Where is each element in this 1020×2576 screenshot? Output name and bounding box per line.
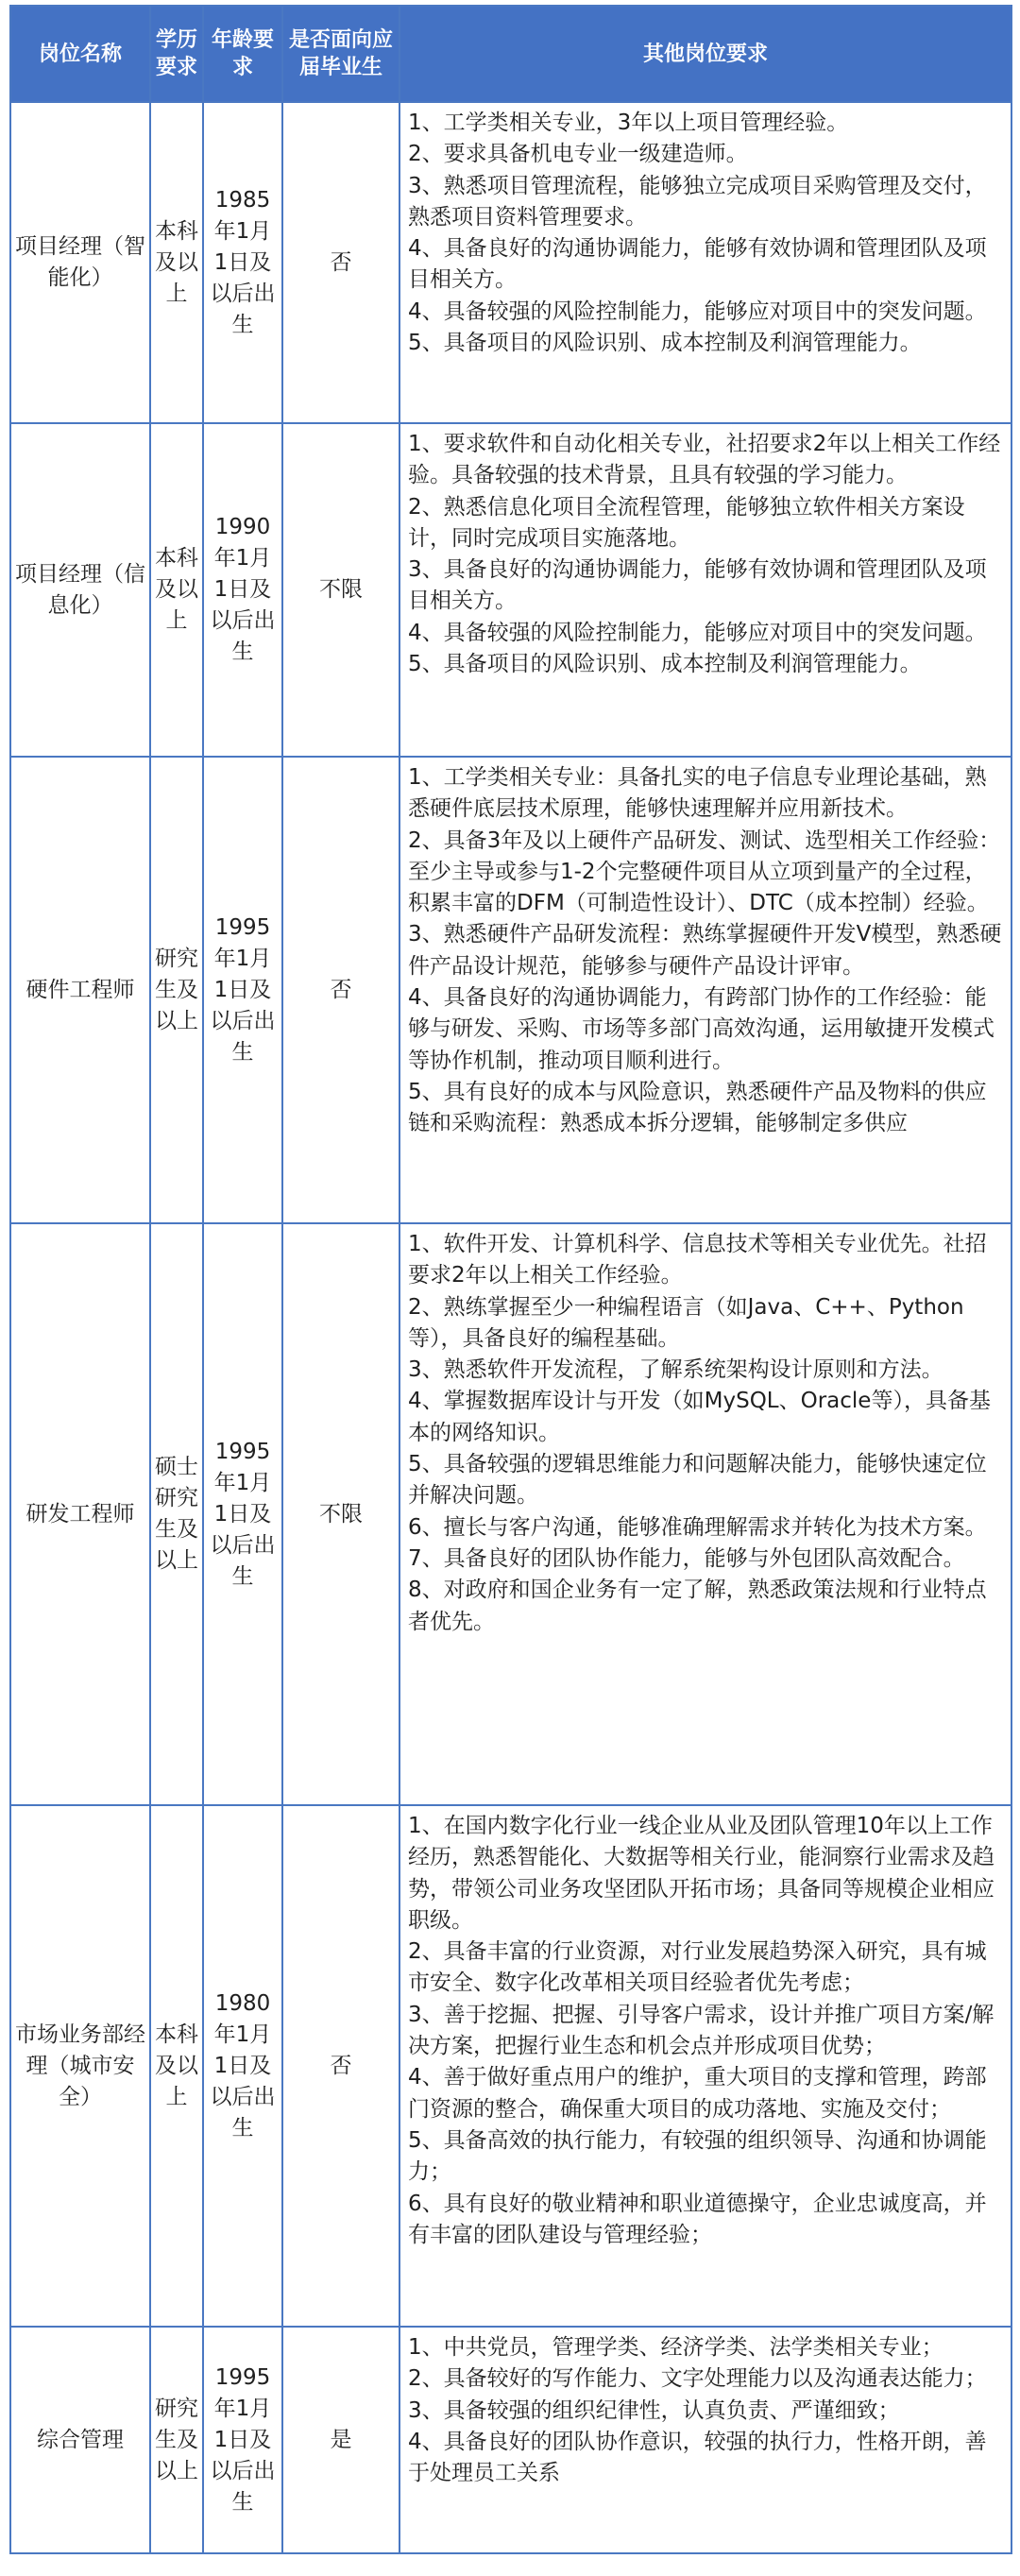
age-cell	[203, 423, 282, 757]
requirement-item: 5、具备高效的执行能力，有较强的组织领导、沟通和协调能力；	[408, 2127, 987, 2185]
education-cell	[150, 102, 203, 423]
requirement-item: 4、具备良好的团队协作意识，较强的执行力，性格开朗，善于处理员工关系	[408, 2429, 987, 2486]
fresh-graduate-cell-text: 不限	[319, 1501, 363, 1527]
position-cell-text: 硬件工程师	[26, 977, 135, 1002]
age-cell-text: 1995年1月1日及以后出生	[210, 1439, 276, 1589]
requirement-item: 6、擅长与客户沟通，能够准确理解需求并转化为技术方案。	[408, 1514, 987, 1540]
requirement-item: 5、具有良好的成本与风险意识，熟悉硬件产品及物料的供应链和采购流程：熟悉成本拆分逻辑，能够制定多供应	[408, 1079, 987, 1136]
education-cell-text: 本科及以上	[155, 2022, 198, 2109]
requirement-item: 1、在国内数字化行业一线企业从业及团队管理10年以上工作经历，熟悉智能化、大数据等相关行业，能洞察行业需求及趋势，带领公司业务攻坚团队开拓市场；具备同等规模企业相应职级。	[408, 1814, 994, 1933]
requirements-cell	[400, 2327, 1012, 2553]
education-cell-text: 本科及以上	[155, 546, 198, 633]
fresh-graduate-cell	[282, 757, 400, 1223]
age-cell	[203, 757, 282, 1223]
requirements-cell	[400, 102, 1012, 423]
fresh-graduate-cell-text: 是	[330, 2427, 352, 2452]
education-cell-text: 研究生及以上	[155, 2396, 198, 2483]
position-cell-text: 项目经理（信息化）	[15, 561, 145, 618]
requirement-item: 2、具备较好的写作能力、文字处理能力以及沟通表达能力；	[408, 2366, 987, 2392]
job-requirements-table	[9, 5, 1012, 2554]
requirement-item: 1、工学类相关专业，3年以上项目管理经验。	[408, 111, 849, 135]
fresh-graduate-cell	[282, 423, 400, 757]
fresh-graduate-cell	[282, 1223, 400, 1805]
age-cell	[203, 2327, 282, 2553]
requirement-item: 4、具备良好的沟通协调能力，有跨部门协作的工作经验：能够与研发、采购、市场等多部门高效沟通，运用敏捷开发模式等协作机制，推动项目顺利进行。	[408, 985, 994, 1073]
requirement-item: 2、熟练掌握至少一种编程语言（如Java、C++、Python等），具备良好的编程基础。	[408, 1294, 964, 1351]
table-row	[10, 2327, 1012, 2553]
table-body	[10, 102, 1012, 2553]
requirement-item: 3、具备良好的沟通协调能力，能够有效协调和管理团队及项目相关方。	[408, 557, 987, 614]
requirements-cell	[400, 1223, 1012, 1805]
requirements-cell	[400, 757, 1012, 1223]
requirements-cell	[400, 1805, 1012, 2327]
education-cell	[150, 2327, 203, 2553]
position-cell	[10, 1805, 150, 2327]
fresh-graduate-cell	[282, 1805, 400, 2327]
age-cell	[203, 1223, 282, 1805]
age-cell-text: 1980年1月1日及以后出生	[210, 1990, 276, 2141]
requirement-item: 6、具有良好的敬业精神和职业道德操守，企业忠诚度高，并有丰富的团队建设与管理经验；	[408, 2191, 987, 2247]
requirement-item: 5、具备项目的风险识别、成本控制及利润管理能力。	[408, 652, 922, 677]
requirement-item: 8、对政府和国企业务有一定了解，熟悉政策法规和行业特点者优先。	[408, 1578, 987, 1634]
education-cell	[150, 757, 203, 1223]
requirement-item: 3、善于挖掘、把握、引导客户需求，设计并推广项目方案/解决方案，把握行业生态和机会点并形成项目优势；	[408, 2002, 994, 2059]
requirement-item: 5、具备项目的风险识别、成本控制及利润管理能力。	[408, 331, 922, 356]
header-position: 岗位名称	[10, 6, 150, 102]
age-cell	[203, 1805, 282, 2327]
position-cell-text: 市场业务部经理（城市安全）	[15, 2022, 145, 2109]
table-row	[10, 1805, 1012, 2327]
header-age: 年龄要求	[203, 6, 282, 102]
education-cell	[150, 1223, 203, 1805]
requirement-item: 4、善于做好重点用户的维护，重大项目的支撑和管理，跨部门资源的整合，确保重大项目的成功落地、实施及交付；	[408, 2065, 987, 2122]
requirement-item: 3、具备较强的组织纪律性，认真负责、严谨细致；	[408, 2397, 900, 2423]
education-cell-text: 研究生及以上	[155, 946, 198, 1033]
position-cell	[10, 1223, 150, 1805]
position-cell	[10, 2327, 150, 2553]
requirement-item: 4、具备较强的风险控制能力，能够应对项目中的突发问题。	[408, 299, 987, 324]
age-cell-text: 1990年1月1日及以后出生	[210, 515, 276, 664]
education-cell	[150, 423, 203, 757]
requirement-item: 5、具备较强的逻辑思维能力和问题解决能力，能够快速定位并解决问题。	[408, 1452, 987, 1509]
table-row	[10, 1223, 1012, 1805]
requirement-item: 1、工学类相关专业：具备扎实的电子信息专业理论基础，熟悉硬件底层技术原理，能够快速理解并应用新技术。	[408, 765, 987, 822]
header-other-requirements: 其他岗位要求	[400, 6, 1012, 102]
fresh-graduate-cell-text: 否	[330, 2053, 352, 2078]
fresh-graduate-cell	[282, 102, 400, 423]
age-cell-text: 1985年1月1日及以后出生	[210, 187, 276, 337]
requirement-item: 1、软件开发、计算机科学、信息技术等相关专业优先。社招要求2年以上相关工作经验。	[408, 1232, 987, 1288]
requirement-item: 3、熟悉软件开发流程，了解系统架构设计原则和方法。	[408, 1357, 944, 1383]
requirement-item: 1、要求软件和自动化相关专业，社招要求2年以上相关工作经验。具备较强的技术背景，且具有较强的学习能力。	[408, 432, 1001, 488]
requirement-item: 4、具备良好的沟通协调能力，能够有效协调和管理团队及项目相关方。	[408, 236, 987, 293]
requirement-item: 1、中共党员，管理学类、经济学类、法学类相关专业；	[408, 2335, 944, 2360]
fresh-graduate-cell	[282, 2327, 400, 2553]
table-row	[10, 102, 1012, 423]
header-fresh-graduate: 是否面向应届毕业生	[282, 6, 400, 102]
age-cell-text: 1995年1月1日及以后出生	[210, 914, 276, 1065]
requirements-cell	[400, 423, 1012, 757]
header-row	[10, 6, 1012, 102]
table-row	[10, 423, 1012, 757]
age-cell-text: 1995年1月1日及以后出生	[210, 2364, 276, 2515]
position-cell	[10, 423, 150, 757]
requirement-item: 4、具备较强的风险控制能力，能够应对项目中的突发问题。	[408, 620, 987, 645]
requirement-item: 3、熟悉硬件产品研发流程：熟练掌握硬件开发V模型，熟悉硬件产品设计规范，能够参与硬件产品设计评审。	[408, 922, 1002, 979]
education-cell-text: 本科及以上	[155, 218, 198, 306]
requirement-item: 4、掌握数据库设计与开发（如MySQL、Oracle等），具备基本的网络知识。	[408, 1389, 991, 1445]
education-cell-text: 硕士研究生及以上	[155, 1455, 198, 1573]
position-cell-text: 项目经理（智能化）	[15, 234, 145, 290]
table-header	[10, 6, 1012, 102]
position-cell	[10, 102, 150, 423]
fresh-graduate-cell-text: 否	[330, 977, 352, 1002]
position-cell-text: 综合管理	[37, 2427, 124, 2452]
position-cell-text: 研发工程师	[26, 1501, 135, 1527]
requirement-item: 2、具备3年及以上硬件产品研发、测试、选型相关工作经验：至少主导或参与1-2个完整硬件项目从立项到量产的全过程，积累丰富的DFM（可制造性设计）、DTC（成本控制）经验。	[408, 827, 1001, 916]
requirement-item: 2、要求具备机电专业一级建造师。	[408, 142, 748, 167]
table-row	[10, 757, 1012, 1223]
requirement-item: 3、熟悉项目管理流程，能够独立完成项目采购管理及交付，熟悉项目资料管理要求。	[408, 173, 987, 230]
requirement-item: 2、具备丰富的行业资源，对行业发展趋势深入研究，具有城市安全、数字化改革相关项目经验者优先考虑；	[408, 1939, 987, 1996]
education-cell	[150, 1805, 203, 2327]
header-education: 学历要求	[150, 6, 203, 102]
position-cell	[10, 757, 150, 1223]
requirement-item: 7、具备良好的团队协作能力，能够与外包团队高效配合。	[408, 1545, 965, 1571]
age-cell	[203, 102, 282, 423]
requirement-item: 2、熟悉信息化项目全流程管理，能够独立软件相关方案设计，同时完成项目实施落地。	[408, 494, 965, 551]
fresh-graduate-cell-text: 否	[330, 249, 352, 275]
fresh-graduate-cell-text: 不限	[319, 577, 363, 602]
